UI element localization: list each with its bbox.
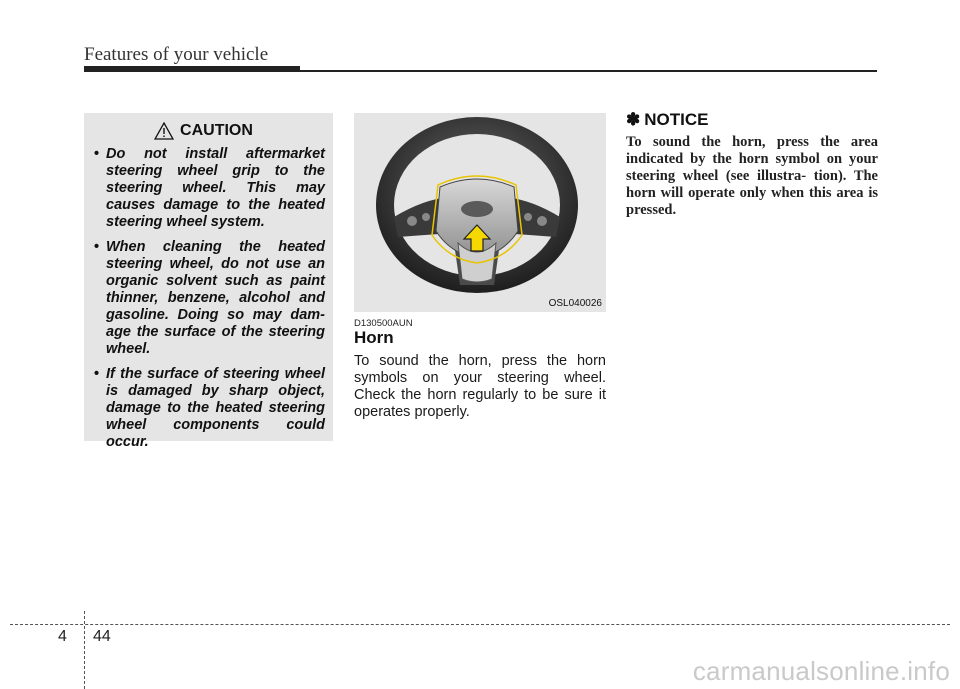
caution-item: • When cleaning the heated steering wheel, do not use an organic solvent such as paint thinner, benzene, alcohol and gasoline. Doing so may dam- age the surface of the steering wheel.	[94, 239, 325, 357]
bullet-icon: •	[94, 239, 100, 255]
notice-heading	[626, 110, 708, 130]
caution-box	[84, 113, 333, 450]
caution-item: • Do not install aftermarket steering wheel grip to the steering wheel. This may causes damage to the heated steering wheel system.	[94, 146, 325, 230]
horn-body-text: To sound the horn, press the horn symbols on your steering wheel. Check the horn regularly to be sure it operates properly.	[354, 353, 606, 420]
section-title-horn: Horn	[354, 328, 394, 347]
bullet-icon: •	[94, 146, 100, 162]
notice-body-text: To sound the horn, press the area indicated by the horn symbol on your steering wheel (see illustra- tion). The horn will operate only when this area is pressed.	[626, 134, 878, 218]
notice-star-icon: ✽	[626, 110, 641, 129]
page-number: 44	[93, 628, 111, 645]
caution-item: • If the surface of steering wheel is damaged by sharp object, damage to the heated steering wheel components could occur.	[94, 366, 325, 450]
section-code: D130500AUN	[354, 318, 413, 329]
caution-title: CAUTION	[180, 122, 253, 139]
notice-title: NOTICE	[644, 110, 709, 129]
steering-wheel-illustration	[354, 113, 606, 312]
header-rule-thin	[300, 70, 877, 72]
page-chapter-number: 4	[58, 628, 67, 645]
watermark: carmanualsonline.info	[692, 656, 950, 686]
bullet-icon: •	[94, 366, 100, 382]
steering-wheel-figure	[354, 113, 606, 312]
header-rule-thick	[84, 66, 300, 72]
caution-header	[82, 122, 325, 140]
warning-triangle-icon	[154, 122, 174, 140]
figure-code: OSL040026	[548, 298, 602, 309]
caution-list	[92, 146, 325, 451]
page-header-title: Features of your vehicle	[84, 44, 269, 65]
footer-vertical-rule	[84, 611, 85, 689]
footer-rule	[10, 624, 950, 625]
